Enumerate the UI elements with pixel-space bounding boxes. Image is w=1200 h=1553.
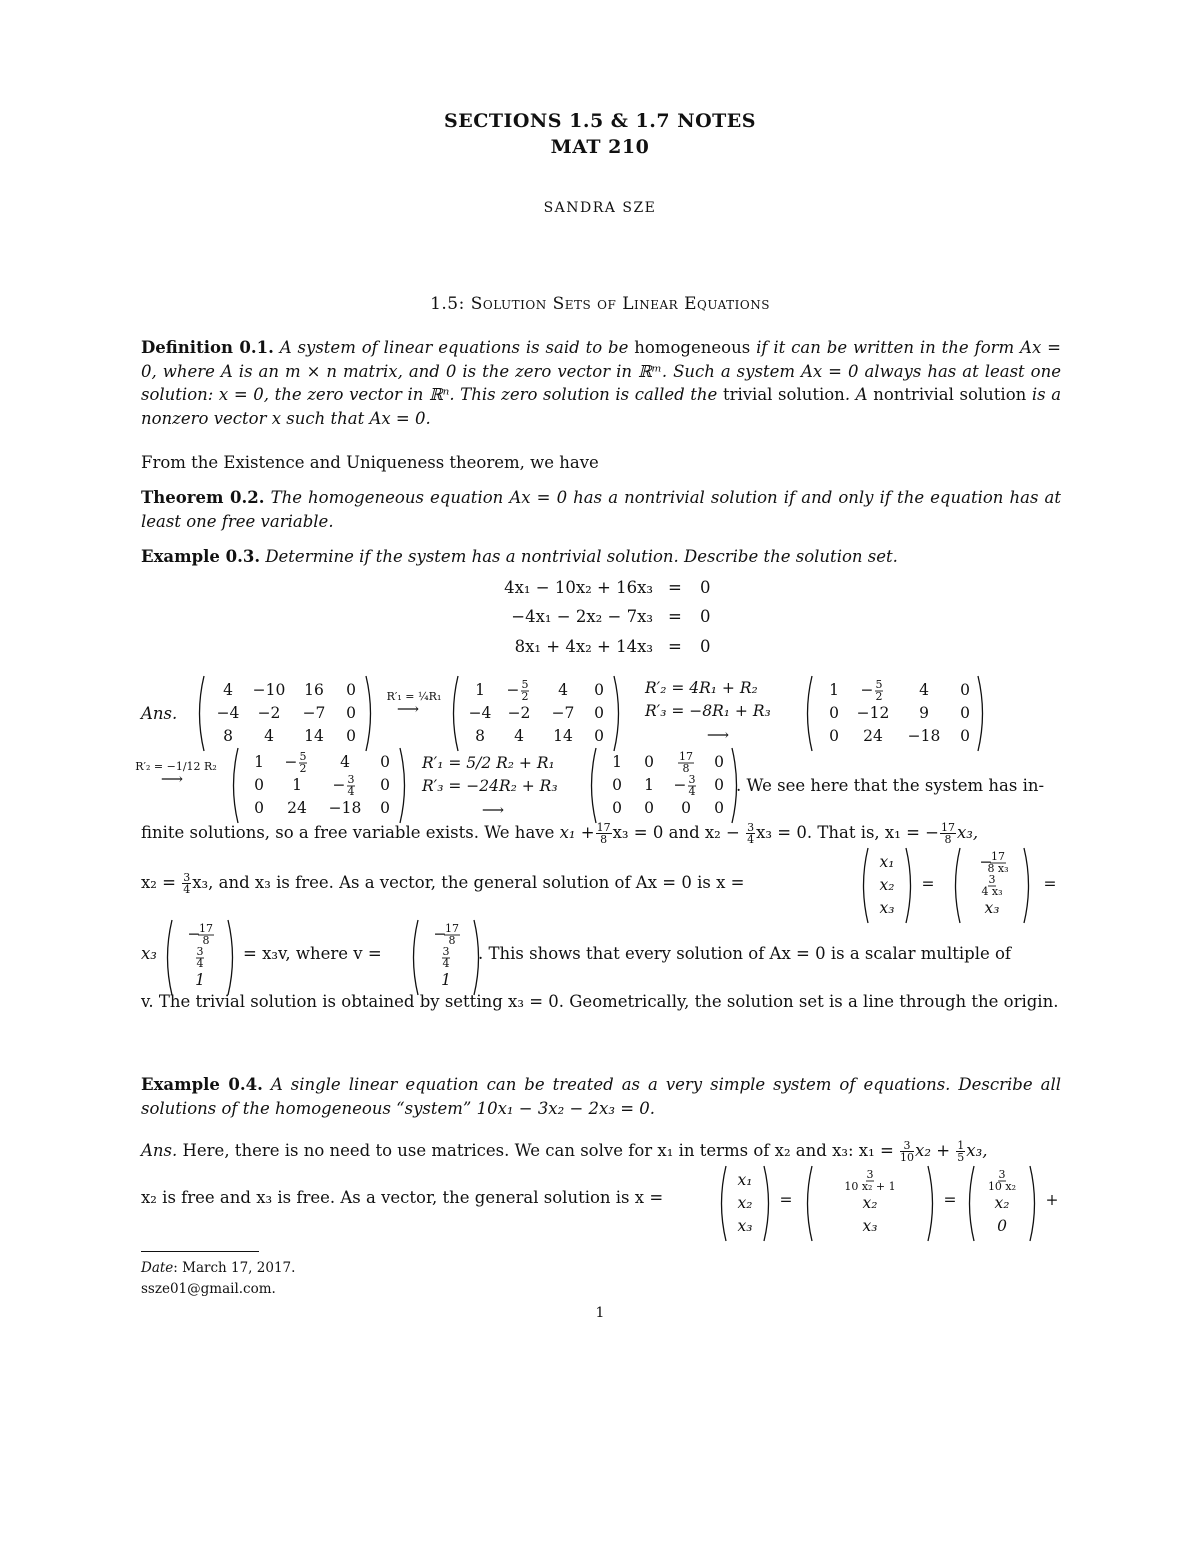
vec-sol-r2: x₃ bbox=[984, 899, 1000, 917]
vec-sol2-left-paren bbox=[808, 1166, 813, 1241]
matrix3-r1c3: 0 bbox=[960, 704, 970, 722]
matrix2-r0c1-num: 5 bbox=[521, 678, 529, 691]
matrix4-right-paren bbox=[400, 748, 405, 823]
matrix3-r1c1: −12 bbox=[856, 704, 890, 722]
vec-sol3-left-paren bbox=[970, 1166, 975, 1241]
matrix4-r1c0: 0 bbox=[254, 776, 264, 794]
op3-label: R′₂ = −1/12 R₂ bbox=[135, 760, 217, 773]
theorem-text: The homogeneous equation Ax = 0 has a nontrivial solution if and only if the equation has at least one free variable. bbox=[141, 488, 1061, 531]
equation-2-rhs: 0 bbox=[700, 607, 711, 626]
matrix1-r0c1: −10 bbox=[252, 681, 286, 699]
vec-x2-right-paren bbox=[764, 1166, 769, 1241]
conclusion-line2 bbox=[141, 822, 1061, 845]
footnote-date bbox=[141, 1260, 295, 1276]
op2-arrow: ⟶ bbox=[706, 726, 730, 744]
vec-sol3-r0-num: 3 bbox=[998, 1168, 1006, 1181]
matrix3-r0c0: 1 bbox=[829, 681, 839, 699]
conclusion-line1: . We see here that the system has in- bbox=[736, 776, 1045, 795]
vec-v2-r0-den: 8 bbox=[448, 934, 456, 947]
matrix3-r0c1-den: 2 bbox=[875, 690, 883, 703]
matrix1-r2c3: 0 bbox=[346, 727, 356, 745]
matrix4-r2c0: 0 bbox=[254, 799, 264, 817]
vec-x2-r0: x₁ bbox=[737, 1171, 753, 1189]
vec-v1-r1-den: 4 bbox=[196, 957, 204, 970]
matrix3-r2c0: 0 bbox=[829, 727, 839, 745]
eq-sign-c: = bbox=[779, 1191, 793, 1209]
vec-x2-r2: x₃ bbox=[737, 1217, 753, 1235]
matrix4-r2c3: 0 bbox=[380, 799, 390, 817]
matrix4-r1c2-sign: − bbox=[332, 776, 346, 794]
answer-label: Ans. bbox=[141, 704, 178, 723]
example1-label: Example 0.3. bbox=[141, 547, 261, 566]
vec-sol-r0-sign: − bbox=[979, 853, 993, 871]
matrix1-r2c1: 4 bbox=[264, 727, 274, 745]
matrix1-r2c2: 14 bbox=[304, 727, 324, 745]
matrix2-r0c1-den: 2 bbox=[521, 690, 529, 703]
document-title-line2: MAT 210 bbox=[550, 136, 650, 158]
conclusion-3b: x₃, and x₃ is free. As a vector, the general solution of Ax = 0 is x = bbox=[192, 873, 745, 892]
matrix3-r1c0: 0 bbox=[829, 704, 839, 722]
document-title-line1: SECTIONS 1.5 & 1.7 NOTES bbox=[444, 110, 756, 132]
vec-sol-left-paren bbox=[956, 848, 961, 923]
vec-x-r2: x₃ bbox=[879, 899, 895, 917]
vec-sol-r1-den: 4 x₃ bbox=[981, 885, 1003, 898]
matrix1-r0c3: 0 bbox=[346, 681, 356, 699]
vec-sol3-r0-den: 10 x₂ bbox=[987, 1180, 1017, 1193]
matrix1-r1c2: −7 bbox=[302, 704, 326, 722]
definition-text-b: if it can be written in the form Ax = 0, where A is an m × n matrix, and 0 is the zero vector in ℝᵐ. Such a system Ax = 0 always has at least one solution: x = 0, the zero vector in ℝⁿ. This zero solution is called the bbox=[141, 338, 1062, 404]
matrix2-r2c3: 0 bbox=[594, 727, 604, 745]
vec-v2-r2: 1 bbox=[441, 971, 451, 989]
matrix1-r2c0: 8 bbox=[223, 727, 233, 745]
matrix2-r1c3: 0 bbox=[594, 704, 604, 722]
matrix1-r0c2: 16 bbox=[304, 681, 324, 699]
frac-3-4-a: $\frac{3}{4}$ bbox=[747, 821, 755, 846]
equation-1-rhs: 0 bbox=[700, 578, 711, 597]
vec-v1-r2: 1 bbox=[195, 971, 205, 989]
matrix3-r0c1-num: 5 bbox=[875, 678, 883, 691]
vec-sol3-r2: 0 bbox=[997, 1217, 1007, 1235]
matrix1-r1c1: −2 bbox=[257, 704, 281, 722]
matrix4-r2c2: −18 bbox=[328, 799, 362, 817]
matrix2-left-paren bbox=[454, 676, 459, 751]
matrix3-left-paren bbox=[808, 676, 813, 751]
op3-arrow: ⟶ bbox=[160, 770, 184, 788]
matrix5-r0c3: 0 bbox=[714, 753, 724, 771]
matrix1-r1c0: −4 bbox=[216, 704, 240, 722]
vec-v1-r0-num: 17 bbox=[199, 922, 213, 935]
vec-sol3-r1: x₂ bbox=[994, 1194, 1010, 1212]
matrix5-r1c1: 1 bbox=[644, 776, 654, 794]
eq-sign-b: = bbox=[1043, 875, 1057, 893]
matrix5-left-paren bbox=[592, 748, 597, 823]
op1-label: R′₁ = ¼R₁ bbox=[386, 690, 442, 703]
definition-term-nontrivial: nontrivial solution bbox=[873, 385, 1027, 404]
op4-arrow: ⟶ bbox=[481, 801, 505, 819]
matrix2-r0c3: 0 bbox=[594, 681, 604, 699]
author-name: SANDRA SZE bbox=[543, 200, 657, 216]
matrix3-r0c3: 0 bbox=[960, 681, 970, 699]
vec-x-r0: x₁ bbox=[879, 853, 895, 871]
matrix4-r1c2-num: 3 bbox=[347, 773, 355, 786]
equation-1-equals: = bbox=[668, 578, 682, 597]
vec-v2-r0-num: 17 bbox=[445, 922, 459, 935]
equation-2-equals: = bbox=[668, 607, 682, 626]
conclusion-2c: x₃ = 0. That is, x₁ = − bbox=[756, 823, 939, 842]
definition-term-homogeneous: homogeneous bbox=[634, 338, 751, 357]
vec-x2-left-paren bbox=[722, 1166, 727, 1241]
vec-v1-r0-sign: − bbox=[187, 925, 201, 943]
example1-text: Determine if the system has a nontrivial solution. Describe the solution set. bbox=[265, 547, 898, 566]
matrix1-r0c0: 4 bbox=[223, 681, 233, 699]
eq-sign-d: = bbox=[943, 1191, 957, 1209]
matrix5-r0c2-den: 8 bbox=[682, 762, 690, 775]
equation-1-lhs: 4x₁ − 10x₂ + 16x₃ bbox=[504, 578, 653, 597]
example2-answer-line2: x₂ is free and x₃ is free. As a vector, the general solution is x = bbox=[141, 1188, 664, 1207]
conclusion-x1-plus: x₁ + bbox=[559, 823, 595, 842]
matrix2-right-paren bbox=[614, 676, 619, 751]
vec-sol2-r1: x₂ bbox=[862, 1194, 878, 1212]
matrix5-r1c0: 0 bbox=[612, 776, 622, 794]
matrix1-left-paren bbox=[200, 676, 205, 751]
matrix5-r1c2-sign: − bbox=[673, 776, 687, 794]
matrix4-r0c1-num: 5 bbox=[299, 750, 307, 763]
vec-x2-r1: x₂ bbox=[737, 1194, 753, 1212]
matrix5-r0c0: 1 bbox=[612, 753, 622, 771]
footnote-email: ssze01@gmail.com. bbox=[141, 1281, 276, 1297]
vec-sol2-r2: x₃ bbox=[862, 1217, 878, 1235]
eq-sign-a: = bbox=[921, 875, 935, 893]
vec-sol3-right-paren bbox=[1030, 1166, 1035, 1241]
definition-term-trivial: trivial solution bbox=[722, 385, 845, 404]
op2a-label: R′₂ = 4R₁ + R₂ bbox=[645, 679, 758, 697]
matrix4-r1c3: 0 bbox=[380, 776, 390, 794]
conclusion-2b: x₃ = 0 and x₂ − bbox=[612, 823, 740, 842]
matrix1-right-paren bbox=[366, 676, 371, 751]
matrix2-r1c2: −7 bbox=[551, 704, 575, 722]
op4a-label: R′₁ = 5/2 R₂ + R₁ bbox=[422, 754, 555, 772]
matrix5-r1c2-num: 3 bbox=[688, 773, 696, 786]
matrix3-right-paren bbox=[978, 676, 983, 751]
matrix4-r0c3: 0 bbox=[380, 753, 390, 771]
equation-2-lhs: −4x₁ − 2x₂ − 7x₃ bbox=[511, 607, 653, 626]
conclusion-4a: = x₃v, where v = bbox=[243, 944, 382, 963]
conclusion-x3-end: x₃, bbox=[957, 823, 979, 842]
matrix5-r1c2-den: 4 bbox=[688, 785, 696, 798]
example2-statement bbox=[141, 1073, 1061, 1120]
example2-text: A single linear equation can be treated as a very simple system of equations. Describe all solutions of the homogeneous “system” 10x₁ − 3x₂ − 2x₃ = 0. bbox=[141, 1075, 1061, 1118]
frac-1-5-a: $\frac{1}{5}$ bbox=[957, 1139, 965, 1164]
matrix2-r2c2: 14 bbox=[553, 727, 573, 745]
matrix4-r2c1: 24 bbox=[287, 799, 307, 817]
vec-v2-r1-num: 3 bbox=[442, 945, 450, 958]
vec-v2-r0-sign: − bbox=[433, 925, 447, 943]
matrix2-r2c1: 4 bbox=[514, 727, 524, 745]
frac-17-8-b: $\frac{17}{8}$ bbox=[941, 821, 955, 846]
example2-ans-text-a: Here, there is no need to use matrices. We can solve for x₁ in terms of x₂ and x₃: x₁ = bbox=[182, 1141, 894, 1160]
plus-sign: + bbox=[1045, 1191, 1059, 1209]
frac-17-8-a: $\frac{17}{8}$ bbox=[596, 821, 611, 846]
conclusion-4b: . This shows that every solution of Ax = 0 is a scalar multiple of bbox=[478, 944, 1012, 963]
vec-sol2-right-paren bbox=[928, 1166, 933, 1241]
matrix5-r0c2-num: 17 bbox=[679, 750, 693, 763]
definition-text-c: . A bbox=[844, 385, 868, 404]
matrix4-r0c1-den: 2 bbox=[299, 762, 307, 775]
matrix4-r1c1: 1 bbox=[292, 776, 302, 794]
section-heading: 1.5: Solution Sets of Linear Equations bbox=[430, 294, 770, 314]
vec-sol-r0-den: 8 x₃ bbox=[987, 862, 1009, 875]
x3-scalar: x₃ bbox=[141, 944, 157, 963]
definition-text-a: A system of linear equations is said to be bbox=[279, 338, 629, 357]
definition-text-d: is a nonzero vector x such that Ax = 0. bbox=[141, 385, 1062, 428]
vec-sol2-r0-den: 10 x₂ + 1 bbox=[844, 1180, 896, 1193]
matrix1-r1c3: 0 bbox=[346, 704, 356, 722]
vec-sol-r1-num: 3 bbox=[988, 873, 996, 886]
matrix5-r2c2: 0 bbox=[681, 799, 691, 817]
matrix3-r2c3: 0 bbox=[960, 727, 970, 745]
equation-3-lhs: 8x₁ + 4x₂ + 14x₃ bbox=[514, 637, 653, 656]
matrix4-r0c2: 4 bbox=[340, 753, 350, 771]
equation-3-equals: = bbox=[668, 637, 682, 656]
matrix5-r2c0: 0 bbox=[612, 799, 622, 817]
vec-v2-r1-den: 4 bbox=[442, 957, 450, 970]
matrix3-r2c2: −18 bbox=[907, 727, 941, 745]
vec-v1-r0-den: 8 bbox=[202, 934, 210, 947]
matrix5-r2c3: 0 bbox=[714, 799, 724, 817]
matrix2-r1c0: −4 bbox=[468, 704, 492, 722]
conclusion-2a: finite solutions, so a free variable exists. We have bbox=[141, 823, 555, 842]
footnote-date-value: : March 17, 2017. bbox=[173, 1260, 296, 1276]
frac-3-4-b: $\frac{3}{4}$ bbox=[183, 871, 191, 896]
matrix2-r2c0: 8 bbox=[475, 727, 485, 745]
vec-x-left-paren bbox=[864, 848, 869, 923]
matrix4-r1c2-den: 4 bbox=[347, 785, 355, 798]
example2-answer-line1: Ans. Here, there is no need to use matrices. We can solve for x₁ in terms of x₂ and x₃: x₁ = $\frac{3}{10}$ x₂ + $\frac{1}{5}$ x₃, bbox=[141, 1139, 988, 1164]
matrix2-r1c1: −2 bbox=[507, 704, 531, 722]
matrix3-r1c2: 9 bbox=[919, 704, 929, 722]
matrix3-r0c2: 4 bbox=[919, 681, 929, 699]
theorem-label: Theorem 0.2. bbox=[141, 488, 265, 507]
op1-arrow: ⟶ bbox=[396, 700, 420, 718]
vec-sol-r0-num: 17 bbox=[991, 850, 1005, 863]
conclusion-line5: v. The trivial solution is obtained by setting x₃ = 0. Geometrically, the solution set is a line through the origin. bbox=[141, 992, 1059, 1011]
op4b-label: R′₃ = −24R₂ + R₃ bbox=[422, 777, 558, 795]
conclusion-3a: x₂ = bbox=[141, 873, 176, 892]
matrix5-r2c1: 0 bbox=[644, 799, 654, 817]
vec-v1-left-paren bbox=[168, 920, 173, 995]
vec-v1-r1-num: 3 bbox=[196, 945, 204, 958]
definition-label: Definition 0.1. bbox=[141, 338, 274, 357]
matrix4-r0c0: 1 bbox=[254, 753, 264, 771]
equation-3-rhs: 0 bbox=[700, 637, 711, 656]
matrix5-r0c1: 0 bbox=[644, 753, 654, 771]
theorem-intro: From the Existence and Uniqueness theorem, we have bbox=[141, 453, 599, 472]
matrix5-r1c3: 0 bbox=[714, 776, 724, 794]
op2b-label: R′₃ = −8R₁ + R₃ bbox=[645, 702, 771, 720]
matrix4-r0c1-sign: − bbox=[284, 753, 298, 771]
vec-x-right-paren bbox=[906, 848, 911, 923]
vec-v1-right-paren bbox=[228, 920, 233, 995]
matrix3-r2c1: 24 bbox=[863, 727, 883, 745]
matrix2-r0c2: 4 bbox=[558, 681, 568, 699]
matrix2-r0c1-sign: − bbox=[506, 681, 520, 699]
footnote-rule bbox=[141, 1251, 259, 1252]
page-number: 1 bbox=[595, 1305, 605, 1321]
conclusion-line3 bbox=[141, 872, 744, 895]
vec-sol-right-paren bbox=[1024, 848, 1029, 923]
vec-sol2-r0-num: 3 bbox=[866, 1168, 874, 1181]
footnote-date-label: Date bbox=[141, 1260, 174, 1276]
frac-3-10-a: $\frac{3}{10}$ bbox=[900, 1139, 915, 1164]
matrix4-left-paren bbox=[234, 748, 239, 823]
matrix2-r0c0: 1 bbox=[475, 681, 485, 699]
example2-ans-label: Ans. bbox=[141, 1141, 178, 1160]
vec-x-r1: x₂ bbox=[879, 876, 895, 894]
vec-v2-left-paren bbox=[414, 920, 419, 995]
matrix3-r0c1-sign: − bbox=[860, 681, 874, 699]
example2-label: Example 0.4. bbox=[141, 1075, 263, 1094]
